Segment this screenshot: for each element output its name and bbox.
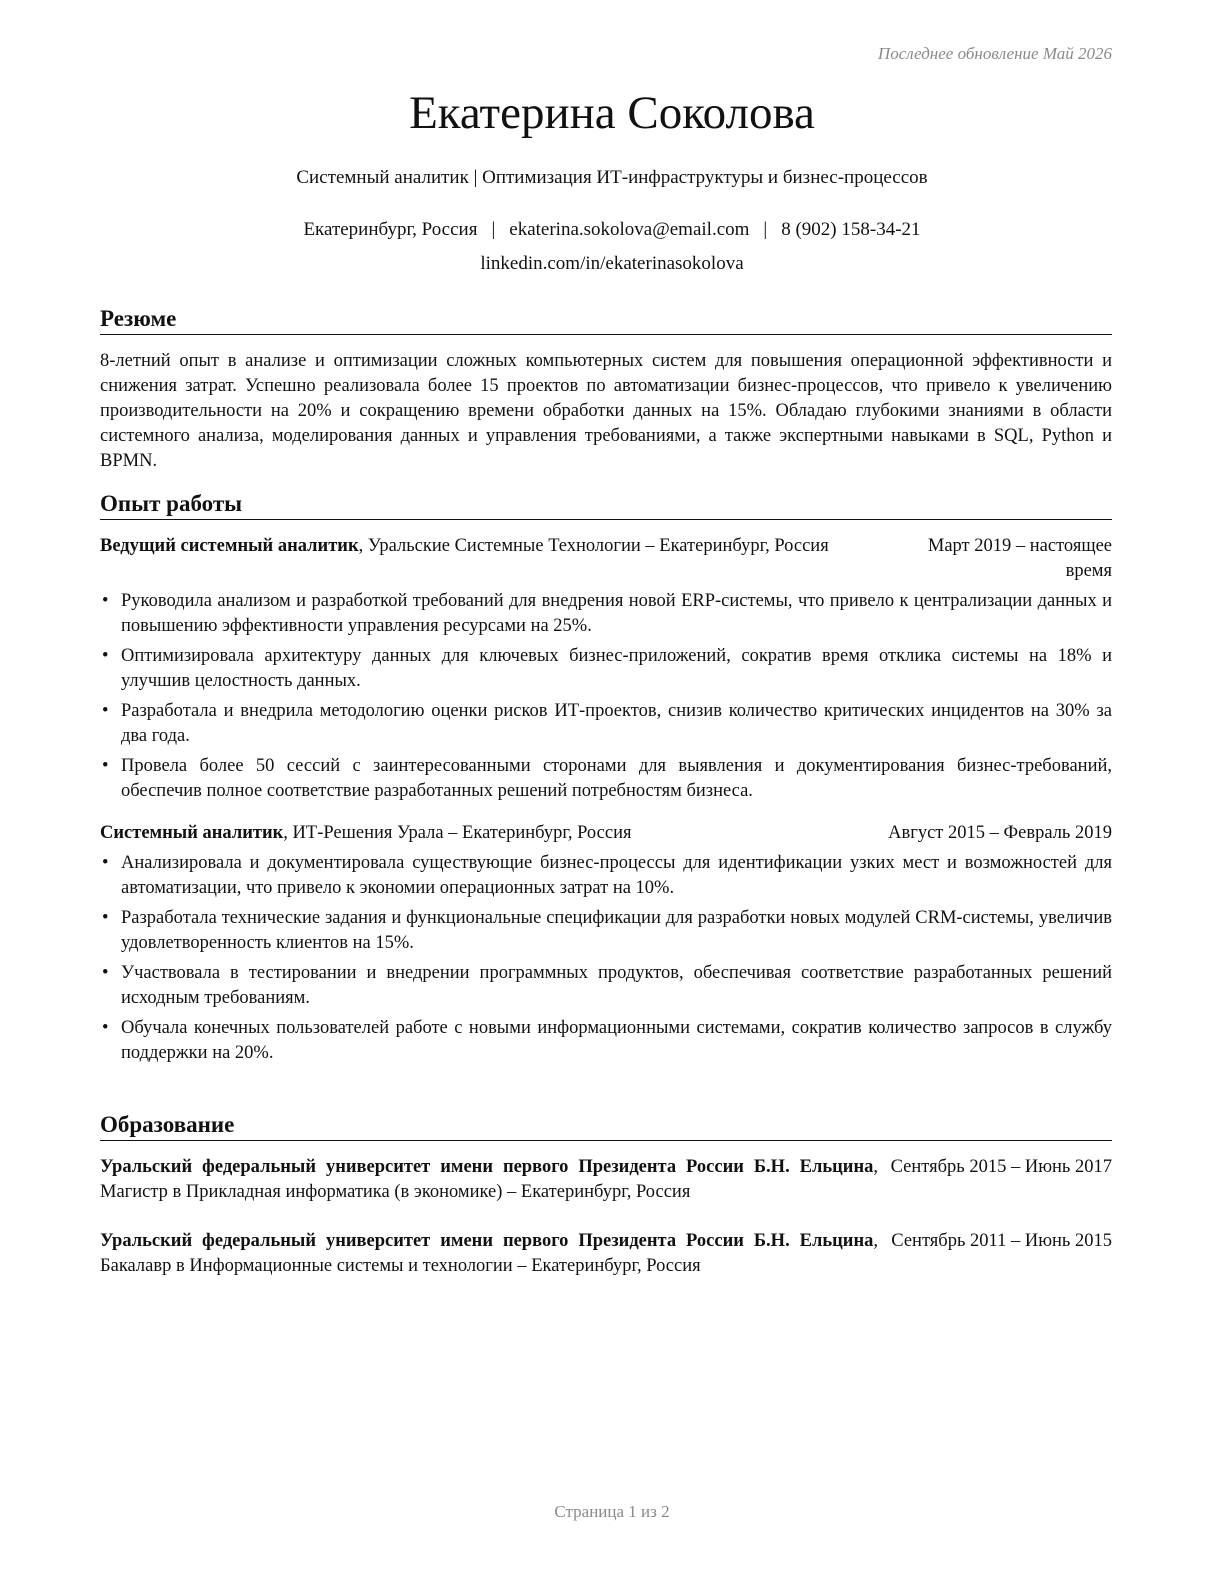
job-role: Ведущий системный аналитик (100, 536, 359, 556)
school-name: Уральский федеральный университет имени первого Президента России Б.Н. Ельцина (100, 1231, 874, 1251)
section-title-education: Образование (100, 1111, 1112, 1141)
list-item: • Руководила анализом и разработкой требований для внедрения новой ERP-системы, что привело к централизации данных и повышению эффективности управления ресурсами на 25%. (100, 589, 1112, 639)
education-header (100, 1155, 1112, 1205)
experience-section (100, 490, 1112, 1071)
linkedin-link[interactable]: linkedin.com/in/ekaterinasokolova (480, 253, 744, 274)
job-dates: Март 2019 – настоящее время (927, 536, 1112, 581)
list-item: • Участвовала в тестировании и внедрении программных продуктов, обеспечивая соответствие разработанных решений исходным требованиям. (100, 961, 1112, 1011)
phone: 8 (902) 158-34-21 (781, 219, 921, 240)
job-dates: Август 2015 – Февраль 2019 (888, 823, 1112, 843)
job-entry (100, 821, 1112, 1066)
contact-line (0, 219, 1224, 241)
school-name: Уральский федеральный университет имени первого Президента России Б.Н. Ельцина (100, 1157, 874, 1177)
job-company: , ИТ-Решения Урала – Екатеринбург, Россия (283, 823, 632, 843)
education-dates: Сентябрь 2011 – Июнь 2015 (891, 1231, 1112, 1251)
list-item: • Провела более 50 сессий с заинтересованными сторонами для выявления и документирования бизнес-требований, обеспечив полное соответствие разработанных решений потребностям бизнеса. (100, 754, 1112, 804)
education-dates: Сентябрь 2015 – Июнь 2017 (890, 1157, 1112, 1177)
job-header (100, 534, 1112, 584)
separator: | (763, 219, 768, 240)
summary-text: 8-летний опыт в анализе и оптимизации сложных компьютерных систем для повышения операционной эффективности и снижения затрат. Успешно реализовала более 15 проектов по автоматизации бизнес-процессов, что привело к увеличению производительности на 20% и сокращению времени обработки данных на 15%. Обладаю глубокими знаниями в области системного анализа, моделирования данных и управления требованиями, а также экспертными навыками в SQL, Python и BPMN. (100, 351, 1112, 471)
list-item: • Анализировала и документировала существующие бизнес-процессы для идентификации узких мест и возможностей для автоматизации, что привело к экономии операционных затрат на 10%. (100, 851, 1112, 901)
email-link[interactable]: ekaterina.sokolova@email.com (509, 219, 750, 240)
job-header (100, 821, 1112, 846)
education-title-line (100, 1155, 878, 1205)
education-header (100, 1229, 1112, 1279)
page-number: Страница 1 из 2 (554, 1502, 670, 1521)
last-updated: Последнее обновление Май 2026 (877, 44, 1112, 63)
job-title-line (100, 821, 870, 846)
section-title-experience: Опыт работы (100, 490, 1112, 520)
list-item: • Разработала технические задания и функциональные спецификации для разработки новых модулей CRM-системы, увеличив удовлетворенность клиентов на 15%. (100, 906, 1112, 956)
degree-details: , Бакалавр в Информационные системы и технологии – Екатеринбург, Россия (100, 1231, 878, 1276)
job-bullets (100, 851, 1112, 1066)
list-item: • Обучала конечных пользователей работе с новыми информационными системами, сократив количество запросов в службу поддержки на 20%. (100, 1016, 1112, 1066)
degree-details: , Магистр в Прикладная информатика (в экономике) – Екатеринбург, Россия (100, 1157, 878, 1202)
list-item: • Оптимизировала архитектуру данных для ключевых бизнес-приложений, сократив время отклика системы на 18% и улучшив целостность данных. (100, 644, 1112, 694)
education-entry (100, 1229, 1112, 1279)
candidate-name: Екатерина Соколова (409, 87, 815, 139)
section-title-summary: Резюме (100, 305, 1112, 335)
job-role: Системный аналитик (100, 823, 284, 843)
job-title-line (100, 534, 878, 559)
location: Екатеринбург, Россия (303, 219, 478, 240)
education-entry (100, 1155, 1112, 1205)
job-entry (100, 534, 1112, 804)
list-item: • Разработала и внедрила методологию оценки рисков ИТ-проектов, снизив количество критических инцидентов на 30% за два года. (100, 699, 1112, 749)
education-title-line (100, 1229, 878, 1279)
separator: | (491, 219, 496, 240)
job-bullets (100, 589, 1112, 804)
summary-section (100, 305, 1112, 474)
headline: Системный аналитик | Оптимизация ИТ-инфраструктуры и бизнес-процессов (296, 167, 928, 188)
education-section (100, 1111, 1112, 1279)
job-company: , Уральские Системные Технологии – Екатеринбург, Россия (358, 536, 829, 556)
